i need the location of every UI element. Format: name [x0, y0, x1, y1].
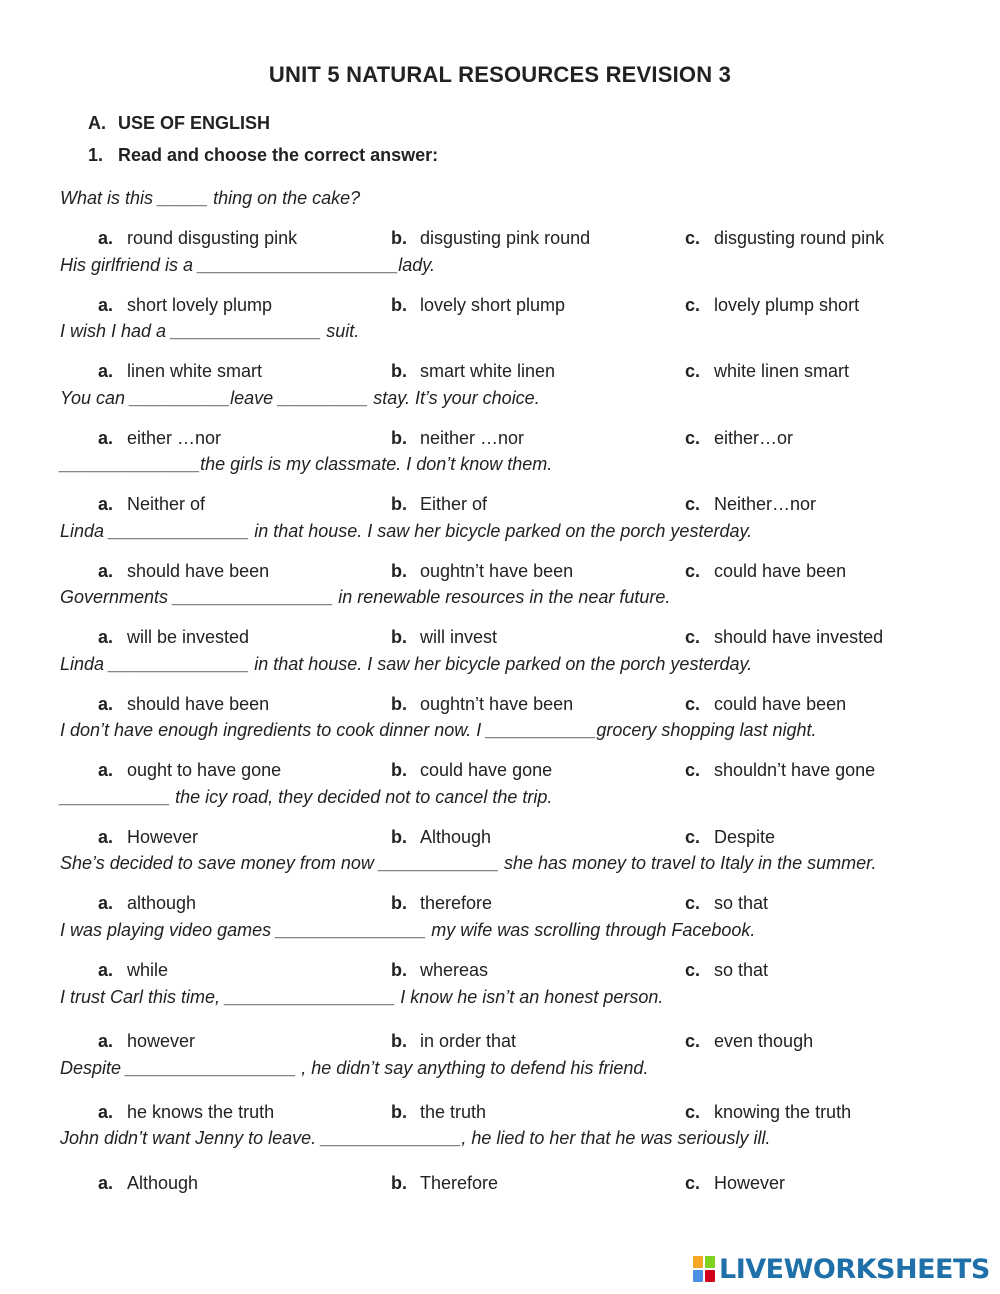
option-text: in order that	[420, 1031, 517, 1051]
option-letter: b.	[391, 1173, 407, 1193]
option-letter: b.	[391, 893, 407, 913]
option-text: oughtn’t have been	[420, 694, 574, 714]
option-letter: c.	[685, 960, 701, 980]
option-letter: a.	[98, 960, 114, 980]
option-letter: a.	[98, 694, 114, 714]
option-text: Although	[127, 1173, 199, 1193]
option-letter: c.	[685, 361, 701, 381]
answer-option-b[interactable]	[391, 228, 590, 249]
question-text: Linda ______________ in that house. I saw her bicycle parked on the porch yesterday.	[60, 654, 753, 674]
section-marker: A.	[88, 113, 106, 133]
answer-option-a[interactable]	[98, 561, 269, 582]
option-letter: b.	[391, 361, 407, 381]
answer-option-a[interactable]	[98, 361, 262, 382]
instruction-marker: 1.	[88, 145, 104, 165]
option-text: white linen smart	[714, 361, 850, 381]
option-letter: b.	[391, 827, 407, 847]
answer-option-c[interactable]	[685, 694, 846, 715]
option-text: could have gone	[420, 760, 553, 780]
answer-option-c[interactable]	[685, 627, 883, 648]
option-letter: c.	[685, 893, 701, 913]
option-text: should have been	[127, 561, 270, 581]
answer-option-b[interactable]	[391, 295, 565, 316]
answer-option-c[interactable]	[685, 228, 884, 249]
option-text: whereas	[420, 960, 489, 980]
option-text: shouldn’t have gone	[714, 760, 876, 780]
option-text: either …nor	[127, 428, 222, 448]
option-letter: c.	[685, 827, 701, 847]
option-letter: c.	[685, 1173, 701, 1193]
option-text: knowing the truth	[714, 1102, 852, 1122]
option-text: the truth	[420, 1102, 487, 1122]
option-letter: a.	[98, 1173, 114, 1193]
answer-option-c[interactable]	[685, 494, 816, 515]
answer-option-b[interactable]	[391, 561, 573, 582]
answer-option-b[interactable]	[391, 494, 487, 515]
option-letter: c.	[685, 1031, 701, 1051]
option-letter: a.	[98, 827, 114, 847]
answer-option-c[interactable]	[685, 893, 768, 914]
option-letter: a.	[98, 361, 114, 381]
answer-option-c[interactable]	[685, 1173, 785, 1194]
instruction-label: Read and choose the correct answer:	[118, 145, 439, 165]
option-text: However	[127, 827, 199, 847]
option-text: Either of	[420, 494, 488, 514]
option-text: Neither…nor	[714, 494, 817, 514]
option-letter: a.	[98, 627, 114, 647]
section-label: USE OF ENGLISH	[118, 113, 271, 133]
option-text: should have invested	[714, 627, 884, 647]
option-text: ought to have gone	[127, 760, 282, 780]
option-letter: b.	[391, 694, 407, 714]
answer-option-a[interactable]	[98, 694, 269, 715]
option-text: although	[127, 893, 197, 913]
option-text: could have been	[714, 561, 847, 581]
option-text: linen white smart	[127, 361, 263, 381]
answer-option-a[interactable]	[98, 760, 281, 781]
option-text: will be invested	[127, 627, 250, 647]
option-text: short lovely plump	[127, 295, 273, 315]
option-letter: a.	[98, 893, 114, 913]
answer-option-b[interactable]	[391, 760, 552, 781]
question-text: ___________ the icy road, they decided not to cancel the trip.	[60, 787, 553, 807]
question-text: Despite _________________ , he didn’t say anything to defend his friend.	[60, 1058, 649, 1078]
answer-option-b[interactable]	[391, 428, 524, 449]
option-text: Despite	[714, 827, 776, 847]
answer-option-c[interactable]	[685, 428, 793, 449]
answer-option-b[interactable]	[391, 960, 488, 981]
logo-text: LIVEWORKSHEETS	[719, 1253, 990, 1285]
option-letter: b.	[391, 494, 407, 514]
option-letter: b.	[391, 428, 407, 448]
instruction-heading	[88, 145, 438, 166]
question-text: I don’t have enough ingredients to cook dinner now. I ___________grocery shopping last night.	[60, 720, 817, 740]
question-text: What is this _____ thing on the cake?	[60, 188, 361, 208]
option-letter: c.	[685, 494, 701, 514]
option-text: lovely short plump	[420, 295, 566, 315]
option-text: so that	[714, 960, 769, 980]
option-letter: b.	[391, 960, 407, 980]
question-text: You can __________leave _________ stay. It’s your choice.	[60, 388, 540, 408]
answer-option-c[interactable]	[685, 760, 875, 781]
option-letter: c.	[685, 428, 701, 448]
option-letter: b.	[391, 228, 407, 248]
answer-option-a[interactable]	[98, 1102, 274, 1123]
option-letter: b.	[391, 1031, 407, 1051]
option-text: lovely plump short	[714, 295, 860, 315]
answer-option-c[interactable]	[685, 361, 849, 382]
option-text: disgusting pink round	[420, 228, 591, 248]
option-text: even though	[714, 1031, 814, 1051]
answer-option-c[interactable]	[685, 295, 859, 316]
option-letter: c.	[685, 228, 701, 248]
question-text: I trust Carl this time, _________________ I know he isn’t an honest person.	[60, 987, 664, 1007]
answer-option-a[interactable]	[98, 1173, 198, 1194]
option-text: however	[127, 1031, 196, 1051]
option-letter: a.	[98, 295, 114, 315]
option-letter: c.	[685, 561, 701, 581]
option-text: Neither of	[127, 494, 206, 514]
option-letter: b.	[391, 295, 407, 315]
answer-option-a[interactable]	[98, 1031, 195, 1052]
answer-option-a[interactable]	[98, 627, 249, 648]
question-text: I was playing video games _______________ my wife was scrolling through Facebook.	[60, 920, 756, 940]
liveworksheets-logo	[693, 1252, 990, 1286]
answer-option-b[interactable]	[391, 627, 497, 648]
option-letter: a.	[98, 1031, 114, 1051]
answer-option-b[interactable]	[391, 694, 573, 715]
option-text: oughtn’t have been	[420, 561, 574, 581]
option-text: Although	[420, 827, 492, 847]
answer-option-c[interactable]	[685, 1031, 813, 1052]
option-letter: a.	[98, 561, 114, 581]
answer-option-c[interactable]	[685, 1102, 851, 1123]
question-text: His girlfriend is a ____________________lady.	[60, 255, 435, 275]
option-letter: b.	[391, 627, 407, 647]
option-text: round disgusting pink	[127, 228, 298, 248]
option-letter: a.	[98, 494, 114, 514]
option-text: smart white linen	[420, 361, 556, 381]
liveworksheets-logo-icon	[693, 1256, 715, 1282]
option-letter: a.	[98, 760, 114, 780]
answer-option-b[interactable]	[391, 1102, 486, 1123]
question-text: She’s decided to save money from now ____________ she has money to travel to Italy in the summer.	[60, 853, 877, 873]
option-letter: a.	[98, 1102, 114, 1122]
option-letter: c.	[685, 1102, 701, 1122]
answer-option-b[interactable]	[391, 361, 555, 382]
option-letter: c.	[685, 694, 701, 714]
question-text: Governments ________________ in renewable resources in the near future.	[60, 587, 671, 607]
answer-option-a[interactable]	[98, 494, 205, 515]
option-letter: c.	[685, 295, 701, 315]
answer-option-a[interactable]	[98, 228, 297, 249]
option-letter: a.	[98, 228, 114, 248]
option-text: neither …nor	[420, 428, 525, 448]
question-text: John didn’t want Jenny to leave. ______________, he lied to her that he was seriously ill.	[60, 1128, 771, 1148]
option-text: Therefore	[420, 1173, 499, 1193]
answer-option-a[interactable]	[98, 428, 221, 449]
option-text: could have been	[714, 694, 847, 714]
answer-option-b[interactable]	[391, 1031, 516, 1052]
option-text: should have been	[127, 694, 270, 714]
answer-option-c[interactable]	[685, 827, 775, 848]
page-title: UNIT 5 NATURAL RESOURCES REVISION 3	[268, 62, 732, 87]
answer-option-a[interactable]	[98, 827, 198, 848]
option-text: However	[714, 1173, 786, 1193]
option-text: so that	[714, 893, 769, 913]
question-text: Linda ______________ in that house. I saw her bicycle parked on the porch yesterday.	[60, 521, 753, 541]
option-text: either…or	[714, 428, 794, 448]
option-letter: a.	[98, 428, 114, 448]
answer-option-c[interactable]	[685, 960, 768, 981]
question-text: I wish I had a _______________ suit.	[60, 321, 360, 341]
answer-option-c[interactable]	[685, 561, 846, 582]
option-letter: c.	[685, 760, 701, 780]
option-letter: b.	[391, 561, 407, 581]
answer-option-a[interactable]	[98, 893, 196, 914]
answer-option-b[interactable]	[391, 1173, 498, 1194]
option-letter: b.	[391, 760, 407, 780]
option-text: disgusting round pink	[714, 228, 885, 248]
answer-option-a[interactable]	[98, 960, 168, 981]
section-heading	[88, 113, 270, 134]
answer-option-a[interactable]	[98, 295, 272, 316]
option-text: will invest	[420, 627, 498, 647]
option-letter: c.	[685, 627, 701, 647]
option-letter: b.	[391, 1102, 407, 1122]
option-text: therefore	[420, 893, 493, 913]
option-text: while	[127, 960, 169, 980]
answer-option-b[interactable]	[391, 827, 491, 848]
question-text: ______________the girls is my classmate. I don’t know them.	[60, 454, 553, 474]
option-text: he knows the truth	[127, 1102, 275, 1122]
answer-option-b[interactable]	[391, 893, 492, 914]
